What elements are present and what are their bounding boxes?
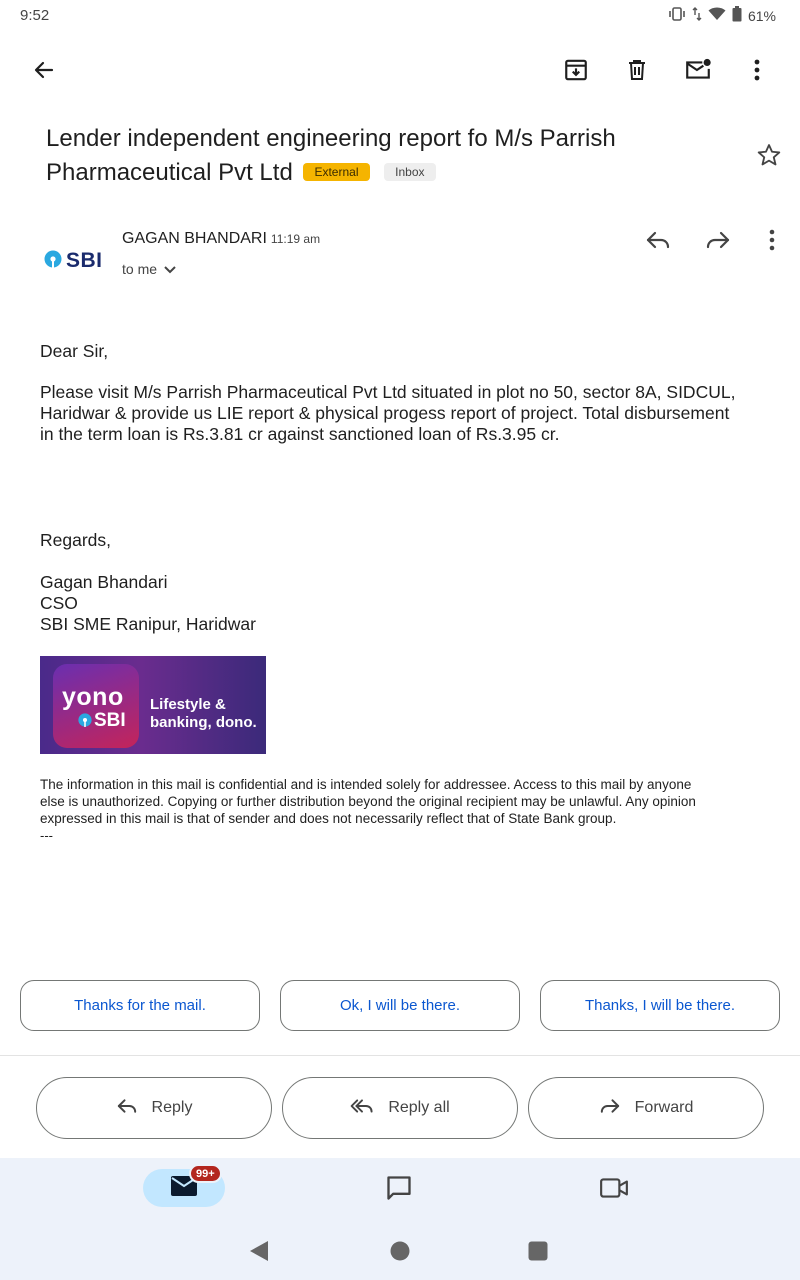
reply-all-button[interactable] bbox=[282, 1077, 518, 1139]
yono-banner-image[interactable] bbox=[40, 656, 266, 754]
external-label: External bbox=[303, 163, 369, 181]
forward-button[interactable] bbox=[528, 1077, 764, 1139]
message-more-icon[interactable] bbox=[750, 218, 794, 262]
email-signature bbox=[40, 572, 256, 635]
inbox-label[interactable]: Inbox bbox=[384, 163, 435, 181]
chevron-down-icon bbox=[163, 261, 177, 277]
tagline-line: banking, dono. bbox=[150, 714, 257, 731]
status-bar bbox=[0, 0, 800, 32]
battery-icon bbox=[732, 6, 742, 25]
email-disclaimer bbox=[40, 776, 760, 827]
mark-unread-icon[interactable] bbox=[676, 48, 720, 92]
status-icons bbox=[668, 6, 776, 25]
system-back-icon[interactable] bbox=[244, 1236, 274, 1266]
banner-tagline bbox=[150, 696, 257, 732]
signature-title: CSO bbox=[40, 593, 78, 613]
sbi-logo-icon bbox=[44, 250, 62, 273]
bottom-navigation bbox=[0, 1158, 800, 1280]
recipient-toggle[interactable] bbox=[122, 261, 177, 277]
smart-reply-2[interactable]: Ok, I will be there. bbox=[280, 980, 520, 1031]
archive-icon[interactable] bbox=[554, 48, 598, 92]
sender-name[interactable]: GAGAN BHANDARI bbox=[122, 230, 267, 247]
divider bbox=[0, 1055, 800, 1056]
email-closing: Regards, bbox=[40, 530, 112, 550]
disclaimer-line: expressed in this mail is that of sender and does not necessarily reflect that of State Bank group. bbox=[40, 811, 617, 826]
forward-label: Forward bbox=[634, 1099, 694, 1116]
recipient-text: to me bbox=[122, 261, 158, 277]
paragraph-line: in the term loan is Rs.3.81 cr against sanctioned loan of Rs.3.95 cr. bbox=[40, 424, 560, 444]
smart-reply-1[interactable]: Thanks for the mail. bbox=[20, 980, 260, 1031]
more-vert-icon[interactable] bbox=[735, 48, 779, 92]
smart-reply-3[interactable]: Thanks, I will be there. bbox=[540, 980, 780, 1031]
signature-separator: --- bbox=[40, 828, 53, 843]
disclaimer-line: The information in this mail is confidential and is intended solely for addressee. Access to this mail by anyone bbox=[40, 777, 692, 792]
paragraph-line: Haridwar & provide us LIE report & physical progess report of project. Total disbursement bbox=[40, 403, 730, 423]
banner-brand-line1: yono bbox=[62, 683, 124, 711]
sender-line bbox=[122, 230, 320, 248]
reply-icon bbox=[116, 1097, 138, 1120]
email-greeting: Dear Sir, bbox=[40, 341, 109, 361]
email-subject bbox=[46, 122, 726, 190]
status-time: 9:52 bbox=[20, 7, 50, 24]
reply-label: Reply bbox=[151, 1099, 193, 1116]
reply-all-label: Reply all bbox=[388, 1099, 450, 1116]
back-arrow-icon[interactable] bbox=[22, 48, 66, 92]
data-arrows-icon bbox=[692, 7, 702, 24]
reply-icon[interactable] bbox=[636, 218, 680, 262]
tagline-line: Lifestyle & bbox=[150, 696, 226, 713]
unread-badge: 99+ bbox=[189, 1164, 222, 1183]
banner-sbi-text: SBI bbox=[94, 710, 126, 731]
delete-icon[interactable] bbox=[615, 48, 659, 92]
system-home-icon[interactable] bbox=[385, 1236, 415, 1266]
meet-icon[interactable] bbox=[594, 1170, 634, 1206]
banner-brand-line2 bbox=[78, 710, 126, 733]
sbi-logo-icon bbox=[78, 711, 92, 733]
forward-icon[interactable] bbox=[696, 218, 740, 262]
disclaimer-line: else is unauthorized. Copying or further distribution beyond the original recipient may be unlawful. Any opinion bbox=[40, 794, 696, 809]
battery-percent: 61% bbox=[747, 7, 776, 24]
signature-branch: SBI SME Ranipur, Haridwar bbox=[40, 614, 256, 634]
vibrate-icon bbox=[668, 7, 686, 24]
reply-button[interactable] bbox=[36, 1077, 272, 1139]
sent-time: 11:19 am bbox=[270, 232, 321, 246]
wifi-icon bbox=[708, 7, 726, 24]
signature-name: Gagan Bhandari bbox=[40, 572, 168, 592]
system-recents-icon[interactable] bbox=[523, 1236, 553, 1266]
subject-text: Lender independent engineering report fo M/s Parrish Pharmaceutical Pvt Ltd bbox=[46, 125, 616, 186]
forward-icon bbox=[599, 1097, 621, 1120]
reply-all-icon bbox=[350, 1097, 374, 1120]
email-paragraph bbox=[40, 382, 760, 445]
sender-avatar[interactable] bbox=[44, 246, 103, 276]
star-icon[interactable] bbox=[747, 133, 791, 177]
app-bar bbox=[0, 40, 800, 104]
paragraph-line: Please visit M/s Parrish Pharmaceutical Pvt Ltd situated in plot no 50, sector 8A, SIDCUL, bbox=[40, 382, 736, 402]
sender-logo-text: SBI bbox=[66, 249, 103, 272]
chat-icon[interactable] bbox=[379, 1170, 419, 1206]
